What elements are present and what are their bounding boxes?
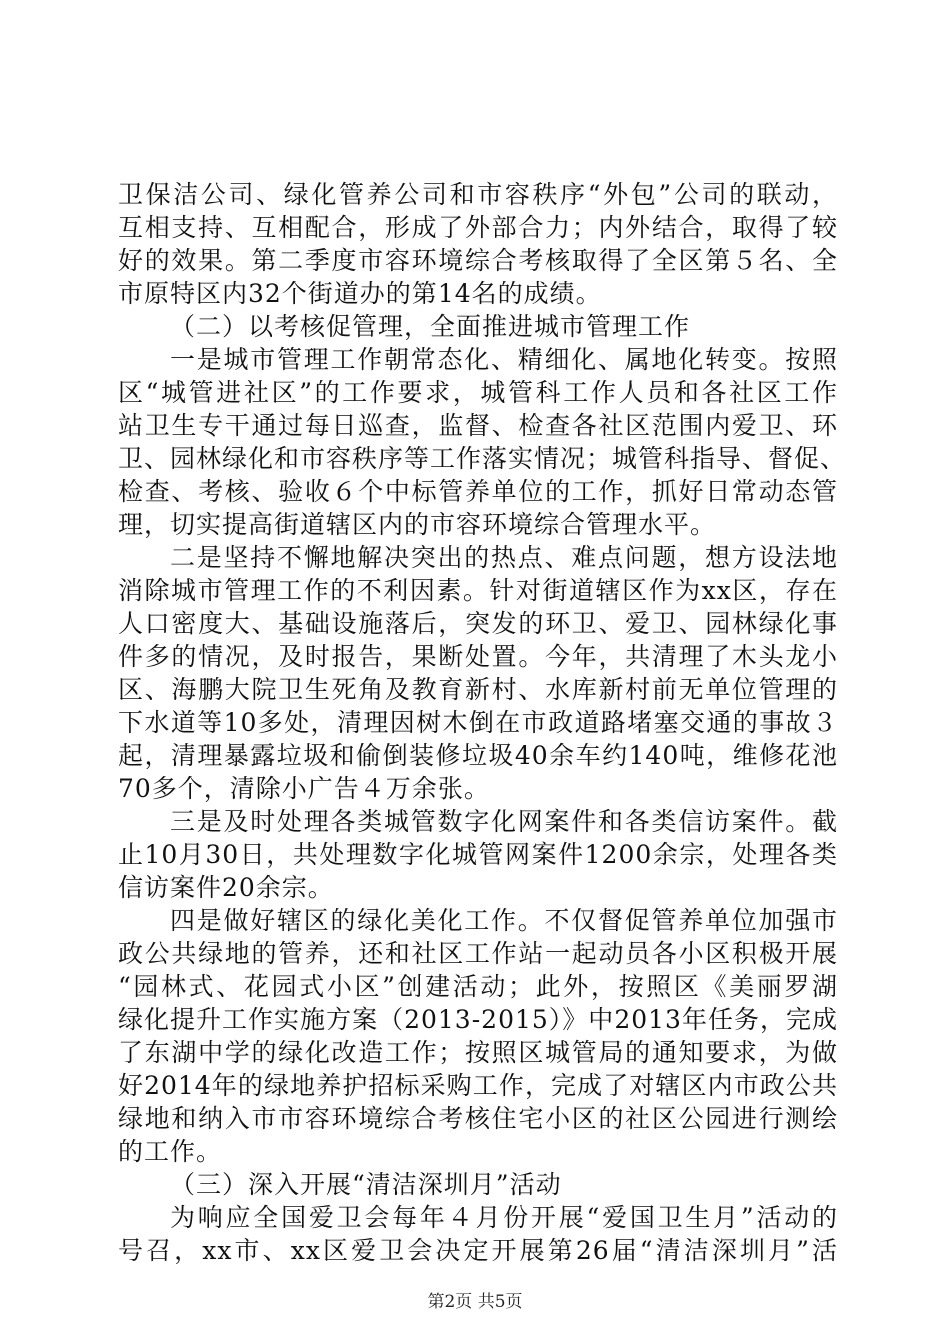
body-line: 绿化提升工作实施方案（2013-2015）》中2013年任务，完成: [118, 1005, 838, 1034]
body-line: 检查、考核、验收６个中标管养单位的工作，抓好日常动态管: [118, 477, 838, 506]
body-line: 区、海鹏大院卫生死角及教育新村、水库新村前无单位管理的: [118, 675, 838, 704]
body-line: 一是城市管理工作朝常态化、精细化、属地化转变。按照: [170, 345, 838, 374]
body-line: 号召，xx市、xx区爱卫会决定开展第26届“清洁深圳月”活: [118, 1236, 838, 1265]
body-line: 为响应全国爱卫会每年４月份开展“爱国卫生月”活动的: [170, 1203, 838, 1232]
body-line: 卫保洁公司、绿化管养公司和市容秩序“外包”公司的联动，: [118, 180, 838, 209]
body-line: 起，清理暴露垃圾和偷倒装修垃圾40余车约140吨，维修花池: [118, 741, 838, 770]
body-line: 信访案件20余宗。: [118, 873, 334, 902]
body-line: 件多的情况，及时报告，果断处置。今年，共清理了木头龙小: [118, 642, 838, 671]
body-line: 二是坚持不懈地解决突出的热点、难点问题，想方设法地: [170, 543, 838, 572]
body-line: 卫、园林绿化和市容秩序等工作落实情况；城管科指导、督促、: [118, 444, 847, 473]
body-line: 消除城市管理工作的不利因素。针对街道辖区作为xx区，存在: [118, 576, 838, 605]
body-line: 政公共绿地的管养，还和社区工作站一起动员各小区积极开展: [118, 939, 838, 968]
body-line: 三是及时处理各类城管数字化网案件和各类信访案件。截: [170, 807, 838, 836]
body-line: 绿地和纳入市市容环境综合考核住宅小区的社区公园进行测绘: [118, 1104, 838, 1133]
body-line: 70多个，清除小广告４万余张。: [118, 774, 490, 803]
section-heading: （三）深入开展“清洁深圳月”活动: [170, 1170, 562, 1199]
body-line: 好2014年的绿地养护招标采购工作，完成了对辖区内市政公共: [118, 1071, 838, 1100]
body-line: 好的效果。第二季度市容环境综合考核取得了全区第５名、全: [118, 246, 838, 275]
body-line: “园林式、花园式小区”创建活动；此外，按照区《美丽罗湖: [118, 972, 838, 1001]
body-line: 四是做好辖区的绿化美化工作。不仅督促管养单位加强市: [170, 906, 838, 935]
page-footer: 第2页 共5页: [427, 1292, 523, 1312]
body-line: 止10月30日，共处理数字化城管网案件1200余宗，处理各类: [118, 840, 838, 869]
section-heading: （二）以考核促管理，全面推进城市管理工作: [170, 312, 691, 341]
body-line: 人口密度大、基础设施落后，突发的环卫、爱卫、园林绿化事: [118, 609, 838, 638]
body-line: 市原特区内32个街道办的第14名的成绩。: [118, 279, 602, 308]
body-line: 互相支持、互相配合，形成了外部合力；内外结合，取得了较: [118, 213, 838, 242]
body-line: 站卫生专干通过每日巡查，监督、检查各社区范围内爱卫、环: [118, 411, 838, 440]
body-line: 的工作。: [118, 1137, 223, 1166]
body-line: 下水道等10多处，清理因树木倒在市政道路堵塞交通的事故３: [118, 708, 838, 737]
body-line: 了东湖中学的绿化改造工作；按照区城管局的通知要求，为做: [118, 1038, 838, 1067]
body-line: 区“城管进社区”的工作要求，城管科工作人员和各社区工作: [118, 378, 838, 407]
body-line: 理，切实提高街道辖区内的市容环境综合管理水平。: [118, 510, 717, 539]
document-body: [118, 178, 847, 1267]
